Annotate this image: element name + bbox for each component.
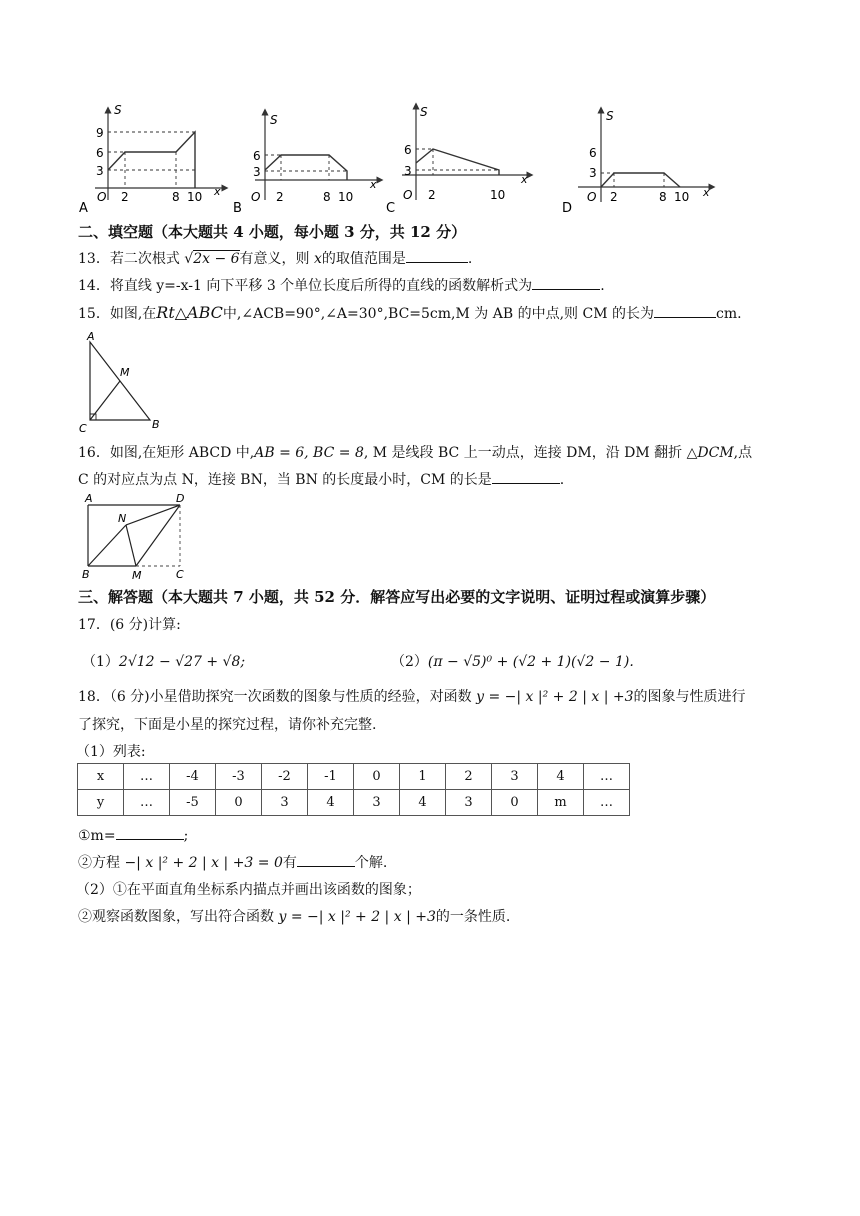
q13-variable: x xyxy=(314,251,322,267)
q18-m-answer-blank[interactable] xyxy=(116,825,184,840)
graph-c-tick-10: 10 xyxy=(490,188,506,202)
table-cell: 1 xyxy=(400,764,446,790)
graph-d-x-label: x xyxy=(703,186,710,199)
q18-part-2: （2）①在平面直角坐标系内描点并画出该函数的图象； xyxy=(76,882,421,898)
q17-part2-expr: (π − √5)⁰ + (√2 + 1)(√2 − 1). xyxy=(427,654,634,670)
question-14 xyxy=(78,275,605,295)
graph-d-tick-10: 10 xyxy=(674,190,690,204)
q17-part2-label: （2） xyxy=(391,654,428,670)
table-cell: 4 xyxy=(308,790,354,816)
table-cell: 4 xyxy=(400,790,446,816)
q16-condition: AB = 6, BC = 8 xyxy=(254,445,364,461)
fig15-label-m: M xyxy=(120,366,130,379)
fig16-label-b: B xyxy=(82,568,90,581)
q13-prefix: 13．若二次根式 xyxy=(78,251,180,267)
fig16-label-a: A xyxy=(85,492,93,505)
table-cell: -5 xyxy=(170,790,216,816)
q15-triangle: Rt△ABC xyxy=(156,303,223,322)
graph-d-tick-2: 2 xyxy=(610,190,618,204)
table-cell: 0 xyxy=(216,790,262,816)
graph-b-origin: O xyxy=(251,190,261,204)
q17-part1-label: （1） xyxy=(82,654,119,670)
table-cell: 4 xyxy=(538,764,584,790)
table-cell: 3 xyxy=(492,764,538,790)
fig16-label-d: D xyxy=(176,492,185,505)
graph-c-origin: O xyxy=(403,188,413,202)
q16-triangle: △DCM xyxy=(686,445,734,461)
graph-a-tick-8: 8 xyxy=(172,190,180,204)
q15-end: cm. xyxy=(715,306,742,322)
q18-part-2b xyxy=(78,906,510,926)
q14-answer-blank[interactable] xyxy=(532,275,600,290)
question-13 xyxy=(78,248,472,268)
q16-answer-blank[interactable] xyxy=(492,469,560,484)
q18-prefix: 18．（6 分)小星借助探究一次函数的图象与性质的经验，对函数 xyxy=(78,689,472,705)
q13-radical: √2x − 6 xyxy=(184,251,240,267)
q16-end: . xyxy=(559,472,565,488)
graph-option-c xyxy=(402,106,530,200)
table-cell: 0 xyxy=(354,764,400,790)
q16-line1-end: ,点 xyxy=(733,445,753,461)
graph-a-origin: O xyxy=(97,190,107,204)
question-16-line1 xyxy=(78,442,752,462)
figure-q16-rectangle xyxy=(76,492,194,584)
table-row-y xyxy=(78,790,630,816)
table-cell: 2 xyxy=(446,764,492,790)
table-cell: -1 xyxy=(308,764,354,790)
q18-sub2-prefix: ②方程 xyxy=(78,855,120,871)
graph-a-s-label: S xyxy=(114,103,122,117)
q14-text: 14．将直线 y=-x-1 向下平移 3 个单位长度后所得的直线的函数解析式为 xyxy=(78,278,533,294)
q14-end: . xyxy=(600,278,605,294)
q17-stem: 17．(6 分)计算: xyxy=(78,617,181,633)
section-3-heading: 三、解答题（本大题共 7 小题，共 52 分．解答应写出必要的文字说明、证明过程或演算步骤） xyxy=(78,588,716,606)
table-cell: … xyxy=(584,764,630,790)
answer-option-graphs xyxy=(0,100,860,218)
graph-c-tick-3: 3 xyxy=(404,164,412,178)
fig16-label-m: M xyxy=(132,569,142,582)
fig16-label-n: N xyxy=(118,512,127,525)
graph-d-s-label: S xyxy=(606,109,614,123)
q13-answer-blank[interactable] xyxy=(406,248,468,263)
q18-sub-2 xyxy=(78,852,387,872)
q16-prefix: 16．如图,在矩形 ABCD 中, xyxy=(78,445,255,461)
q13-suffix: 的取值范围是 xyxy=(321,251,406,267)
graph-b-tick-8: 8 xyxy=(323,190,331,204)
q17-part-1 xyxy=(82,651,245,671)
table-cell: x xyxy=(78,764,124,790)
q18-sub1-end: ; xyxy=(183,828,189,844)
q18-sub2-mid: 有 xyxy=(282,855,297,871)
graph-d-option-label: D xyxy=(562,201,573,216)
q16-line2-text: C 的对应点为点 N，连接 BN，当 BN 的长度最小时，CM 的长是 xyxy=(78,472,492,488)
q18-sub2-end: 个解. xyxy=(354,855,388,871)
table-cell: -4 xyxy=(170,764,216,790)
graph-d-origin: O xyxy=(587,190,597,204)
section-2-heading: 二、填空题（本大题共 4 小题，每小题 3 分，共 12 分） xyxy=(78,223,467,241)
q18-part2b-prefix: ②观察函数图象，写出符合函数 xyxy=(78,909,274,925)
graph-a-tick-3: 3 xyxy=(96,164,104,178)
table-cell: … xyxy=(124,764,170,790)
graph-d-tick-8: 8 xyxy=(659,190,667,204)
graph-d-tick-3: 3 xyxy=(589,166,597,180)
graph-a-tick-9: 9 xyxy=(96,126,104,140)
table-cell: 3 xyxy=(446,790,492,816)
q17-part1-expr: 2√12 − √27 + √8; xyxy=(118,654,246,670)
graph-c-s-label: S xyxy=(420,105,428,119)
q17-part-2 xyxy=(391,651,634,671)
fig16-label-c: C xyxy=(176,568,184,581)
graph-a-tick-10: 10 xyxy=(187,190,203,204)
fig15-label-b: B xyxy=(152,418,160,431)
graph-d-tick-6: 6 xyxy=(589,146,597,160)
graph-a-tick-2: 2 xyxy=(121,190,129,204)
graph-option-a xyxy=(95,110,225,200)
table-cell: 3 xyxy=(354,790,400,816)
q13-end: . xyxy=(467,251,473,267)
table-cell: -3 xyxy=(216,764,262,790)
graph-b-tick-3: 3 xyxy=(253,165,261,179)
graph-b-tick-2: 2 xyxy=(276,190,284,204)
fig15-label-a: A xyxy=(87,330,95,343)
q18-sub2-equation: −| x |² + 2 | x | +3 = 0 xyxy=(124,855,283,871)
graph-b-s-label: S xyxy=(270,113,278,127)
table-cell: m xyxy=(538,790,584,816)
q18-line-2: 了探究，下面是小星的探究过程，请你补充完整. xyxy=(78,717,377,733)
graph-a-option-label: A xyxy=(79,201,88,216)
q18-sub-1 xyxy=(78,825,188,844)
graph-c-tick-6: 6 xyxy=(404,143,412,157)
graph-option-d xyxy=(578,110,712,202)
graph-a-x-label: x xyxy=(214,185,221,198)
graph-b-x-label: x xyxy=(370,178,377,191)
q18-part2b-end: 的一条性质. xyxy=(435,909,511,925)
graph-a-tick-6: 6 xyxy=(96,146,104,160)
q13-middle: 有意义，则 xyxy=(239,251,310,267)
q18-part2b-function: y = −| x |² + 2 | x | +3 xyxy=(278,909,436,925)
table-cell: … xyxy=(124,790,170,816)
graph-c-option-label: C xyxy=(386,201,396,216)
q16-text: , M 是线段 BC 上一动点，连接 DM，沿 DM 翻折 xyxy=(363,445,687,461)
graph-b-tick-10: 10 xyxy=(338,190,354,204)
table-cell: -2 xyxy=(262,764,308,790)
question-15 xyxy=(78,303,742,323)
question-16-line2 xyxy=(78,469,564,489)
table-cell: y xyxy=(78,790,124,816)
figure-q15-triangle xyxy=(70,328,180,436)
graph-c-x-label: x xyxy=(521,173,528,186)
q18-sub1-prefix: ①m= xyxy=(78,828,116,844)
fig15-label-c: C xyxy=(79,422,87,435)
table-cell: … xyxy=(584,790,630,816)
table-row-x xyxy=(78,764,630,790)
table-cell: 0 xyxy=(492,790,538,816)
table-cell: 3 xyxy=(262,790,308,816)
q18-solutions-answer-blank[interactable] xyxy=(297,852,355,867)
q15-prefix: 15．如图,在 xyxy=(78,306,157,322)
q15-text: 中,∠ACB=90°,∠A=30°,BC=5cm,M 为 AB 的中点,则 CM 的长为 xyxy=(222,306,654,322)
q18-part-1-heading: （1）列表: xyxy=(76,744,146,760)
graph-c-tick-2: 2 xyxy=(428,188,436,202)
q18-line1-end: 的图象与性质进行 xyxy=(633,689,746,705)
q18-line-1 xyxy=(78,686,746,706)
q15-answer-blank[interactable] xyxy=(654,303,716,318)
graph-b-tick-6: 6 xyxy=(253,149,261,163)
graph-b-option-label: B xyxy=(233,201,242,216)
q18-value-table xyxy=(77,763,630,816)
q18-function: y = −| x |² + 2 | x | +3 xyxy=(476,689,634,705)
